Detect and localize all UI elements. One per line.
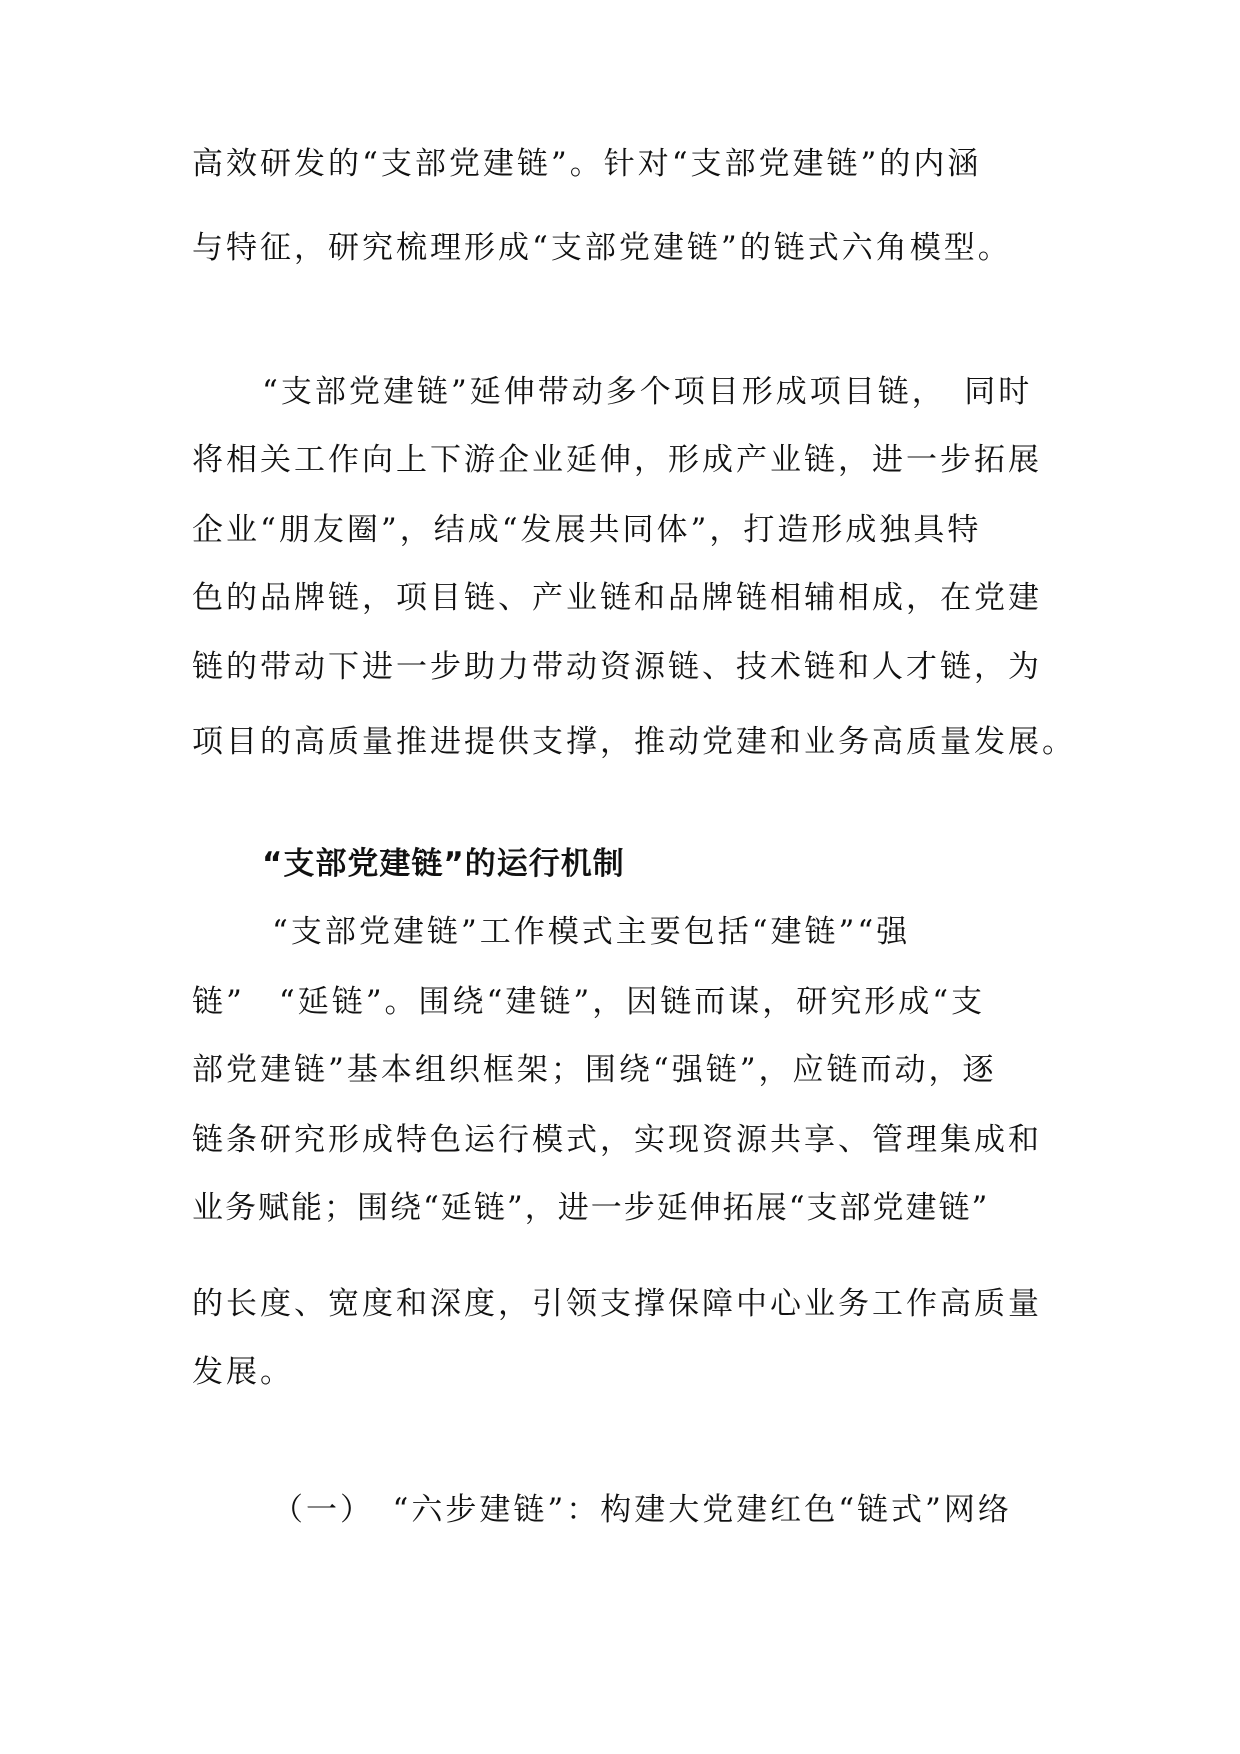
text-line: 与特征，研究梳理形成“支部党建链”的链式六角模型。 <box>192 230 1012 266</box>
text-line: 企业“朋友圈”，结成“发展共同体”，打造形成独具特 <box>192 512 982 548</box>
text-line: 的长度、宽度和深度，引领支撑保障中心业务工作高质量 <box>192 1286 1042 1322</box>
text-line: 将相关工作向上下游企业延伸，形成产业链，进一步拓展 <box>192 442 1042 478</box>
text-line: 项目的高质量推进提供支撑，推动党建和业务高质量发展。 <box>192 724 1076 760</box>
text-line: “支部党建链”延伸带动多个项目形成项目链， 同时 <box>262 374 1033 410</box>
subsection-heading: （一） “六步建链”：构建大党建红色“链式”网络 <box>272 1492 1012 1528</box>
text-line: 业务赋能；围绕“延链”，进一步延伸拓展“支部党建链” <box>192 1190 990 1226</box>
text-line: 链条研究形成特色运行模式，实现资源共享、管理集成和 <box>192 1122 1042 1158</box>
text-line: 链” “延链”。围绕“建链”，因链而谋，研究形成“支 <box>192 984 986 1020</box>
text-line: 链的带动下进一步助力带动资源链、技术链和人才链，为 <box>192 649 1042 685</box>
text-line: “支部党建链”工作模式主要包括“建链”“强 <box>272 914 911 950</box>
text-line: 色的品牌链，项目链、产业链和品牌链相辅相成，在党建 <box>192 580 1042 616</box>
section-heading: “支部党建链”的运行机制 <box>262 846 625 882</box>
text-line: 发展。 <box>192 1354 294 1390</box>
text-line: 高效研发的“支部党建链”。针对“支部党建链”的内涵 <box>192 146 982 182</box>
text-line: 部党建链”基本组织框架；围绕“强链”，应链而动，逐 <box>192 1052 997 1088</box>
